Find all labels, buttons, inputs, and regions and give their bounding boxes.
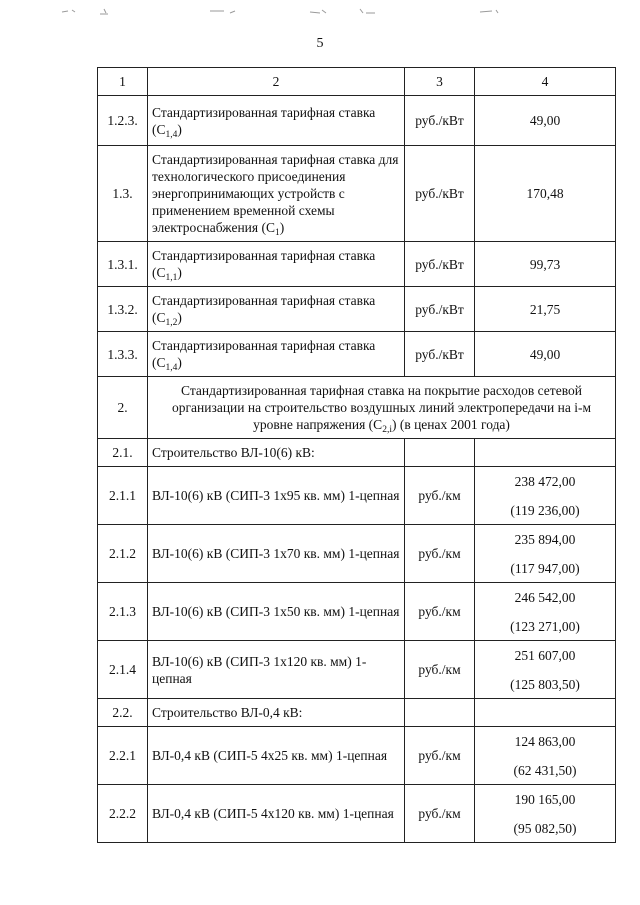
row-number-text: 1.2.3. bbox=[107, 113, 138, 128]
row-description bbox=[148, 699, 405, 727]
row-description bbox=[148, 583, 405, 641]
row-description bbox=[148, 242, 405, 287]
row-name-suffix: ) bbox=[177, 265, 182, 280]
row-number-text: 2.1.3 bbox=[109, 604, 136, 619]
table-row bbox=[98, 377, 616, 439]
row-description bbox=[148, 332, 405, 377]
row-number bbox=[98, 583, 148, 641]
table-row bbox=[98, 641, 616, 699]
row-name-suffix: ) bbox=[177, 355, 182, 370]
row-unit-text: руб./км bbox=[418, 662, 461, 677]
row-number bbox=[98, 332, 148, 377]
table-row bbox=[98, 242, 616, 287]
row-name-subscript: 2,i bbox=[382, 425, 392, 435]
row-unit-text: руб./кВт bbox=[415, 186, 464, 201]
row-value-paren: (125 803,50) bbox=[510, 676, 580, 692]
row-number bbox=[98, 699, 148, 727]
row-unit-text: руб./км bbox=[418, 546, 461, 561]
table-row bbox=[98, 96, 616, 146]
row-number bbox=[98, 242, 148, 287]
table-row bbox=[98, 287, 616, 332]
row-name-text: Стандартизированная тарифная ставка (C bbox=[152, 104, 376, 137]
row-unit bbox=[405, 727, 475, 785]
row-value-text: 49,00 bbox=[529, 346, 561, 362]
row-description bbox=[148, 785, 405, 843]
row-name-subscript: 1,2 bbox=[165, 318, 178, 328]
row-value bbox=[475, 146, 616, 242]
row-number bbox=[98, 146, 148, 242]
row-value bbox=[475, 242, 616, 287]
table-row bbox=[98, 439, 616, 467]
row-unit-text: руб./км bbox=[418, 806, 461, 821]
row-value bbox=[475, 785, 616, 843]
table-row bbox=[98, 467, 616, 525]
row-number bbox=[98, 377, 148, 439]
row-description bbox=[148, 377, 616, 439]
row-description bbox=[148, 727, 405, 785]
row-name-text: Строительство ВЛ-0,4 кВ: bbox=[152, 705, 303, 720]
row-name-text: ВЛ-10(6) кВ (СИП-3 1х95 кв. мм) 1-цепная bbox=[152, 488, 400, 503]
row-unit bbox=[405, 785, 475, 843]
row-number bbox=[98, 727, 148, 785]
row-number-text: 2.1.2 bbox=[109, 546, 136, 561]
row-description bbox=[148, 525, 405, 583]
row-number-text: 2. bbox=[117, 400, 128, 415]
row-name-text: ВЛ-0,4 кВ (СИП-5 4х120 кв. мм) 1-цепная bbox=[152, 806, 394, 821]
row-name-text: Стандартизированная тарифная ставка (C bbox=[152, 338, 376, 370]
row-value-text: 124 863,00 bbox=[514, 733, 576, 749]
row-unit bbox=[405, 439, 475, 467]
row-value bbox=[475, 467, 616, 525]
row-name-text: Стандартизированная тарифная ставка (C bbox=[152, 293, 376, 325]
row-number-text: 1.3.3. bbox=[107, 346, 138, 362]
row-value bbox=[475, 439, 616, 467]
row-unit-text: руб./кВт bbox=[415, 256, 464, 272]
row-name-text: Стандартизированная тарифная ставка (C bbox=[152, 248, 376, 280]
row-value-paren: (119 236,00) bbox=[510, 502, 580, 518]
row-value-text: 190 165,00 bbox=[514, 791, 576, 807]
row-name-subscript: 1,4 bbox=[165, 363, 178, 373]
row-name-suffix: ) bbox=[177, 310, 182, 325]
row-number-text: 1.3. bbox=[112, 186, 133, 201]
row-value-text: 170,48 bbox=[526, 186, 564, 201]
row-name-text: ВЛ-0,4 кВ (СИП-5 4х25 кв. мм) 1-цепная bbox=[152, 748, 388, 763]
row-number-text: 2.1.4 bbox=[109, 662, 136, 677]
row-name-text: Строительство ВЛ-10(6) кВ: bbox=[152, 445, 315, 460]
row-unit bbox=[405, 332, 475, 377]
row-name-suffix: ) bbox=[177, 121, 182, 137]
row-name-subscript: 1,4 bbox=[165, 129, 178, 140]
row-unit-text: руб./км bbox=[418, 748, 461, 763]
row-value-text: 246 542,00 bbox=[514, 589, 576, 605]
row-unit bbox=[405, 525, 475, 583]
row-value-paren: (123 271,00) bbox=[510, 618, 580, 634]
row-name-text: ВЛ-10(6) кВ (СИП-3 1х120 кв. мм) 1-цепная bbox=[152, 653, 367, 686]
row-value-text: 49,00 bbox=[529, 113, 561, 128]
table-row bbox=[98, 525, 616, 583]
row-name-text: Стандартизированная тарифная ставка на покрытие расходов сетевой организации на строительство воздушных линий электропередачи на i-м уровне напряжения (C bbox=[172, 383, 591, 432]
row-name-subscript: 1 bbox=[274, 228, 280, 238]
row-description bbox=[148, 146, 405, 242]
row-value bbox=[475, 641, 616, 699]
table-row bbox=[98, 699, 616, 727]
row-number-text: 1.3.2. bbox=[107, 301, 138, 317]
page-number: 5 bbox=[316, 36, 324, 51]
row-value-text: 21,75 bbox=[529, 301, 561, 317]
table-row bbox=[98, 727, 616, 785]
row-number-text: 2.2.2 bbox=[109, 806, 136, 821]
row-number bbox=[98, 439, 148, 467]
row-name-subscript: 1,1 bbox=[165, 273, 178, 283]
header-col-4: 4 bbox=[475, 68, 616, 96]
row-unit-text: руб./км bbox=[418, 604, 461, 619]
tariff-table bbox=[97, 67, 616, 843]
row-number-text: 2.2. bbox=[112, 705, 133, 720]
row-value-text: 99,73 bbox=[529, 256, 561, 272]
row-description bbox=[148, 439, 405, 467]
row-value bbox=[475, 525, 616, 583]
row-number-text: 1.3.1. bbox=[107, 256, 138, 272]
row-number bbox=[98, 96, 148, 146]
row-value-paren: (62 431,50) bbox=[513, 762, 577, 778]
row-number bbox=[98, 785, 148, 843]
row-description bbox=[148, 287, 405, 332]
row-unit bbox=[405, 146, 475, 242]
row-description bbox=[148, 641, 405, 699]
row-value bbox=[475, 727, 616, 785]
row-name-suffix: ) bbox=[279, 220, 285, 235]
table-header-row bbox=[98, 68, 616, 96]
row-number bbox=[98, 287, 148, 332]
row-value bbox=[475, 583, 616, 641]
row-description bbox=[148, 96, 405, 146]
row-unit bbox=[405, 287, 475, 332]
row-number-text: 2.1. bbox=[112, 445, 133, 460]
row-name-text: ВЛ-10(6) кВ (СИП-3 1х50 кв. мм) 1-цепная bbox=[152, 604, 400, 619]
row-unit bbox=[405, 641, 475, 699]
scan-artifact bbox=[60, 4, 520, 20]
row-unit bbox=[405, 583, 475, 641]
row-unit-text: руб./км bbox=[418, 488, 461, 503]
row-unit-text: руб./кВт bbox=[415, 346, 464, 362]
header-col-1: 1 bbox=[98, 68, 148, 96]
row-name-suffix: ) (в ценах 2001 года) bbox=[391, 417, 510, 432]
row-value-paren: (117 947,00) bbox=[510, 560, 580, 576]
table-row bbox=[98, 583, 616, 641]
row-value bbox=[475, 332, 616, 377]
row-value-text: 235 894,00 bbox=[514, 531, 576, 547]
row-value bbox=[475, 287, 616, 332]
table-row bbox=[98, 332, 616, 377]
table-row bbox=[98, 785, 616, 843]
table-row bbox=[98, 146, 616, 242]
row-value-paren: (95 082,50) bbox=[513, 820, 577, 836]
row-description bbox=[148, 467, 405, 525]
row-number bbox=[98, 467, 148, 525]
row-unit-text: руб./кВт bbox=[415, 301, 464, 317]
row-value bbox=[475, 699, 616, 727]
row-unit bbox=[405, 96, 475, 146]
row-unit bbox=[405, 699, 475, 727]
header-col-3: 3 bbox=[405, 68, 475, 96]
row-unit bbox=[405, 242, 475, 287]
row-number-text: 2.1.1 bbox=[109, 488, 136, 503]
row-number-text: 2.2.1 bbox=[109, 748, 136, 763]
row-number bbox=[98, 525, 148, 583]
header-col-2: 2 bbox=[148, 68, 405, 96]
row-value bbox=[475, 96, 616, 146]
row-value-text: 251 607,00 bbox=[514, 647, 576, 663]
row-unit bbox=[405, 467, 475, 525]
row-name-text: ВЛ-10(6) кВ (СИП-3 1х70 кв. мм) 1-цепная bbox=[152, 546, 400, 561]
row-unit-text: руб./кВт bbox=[415, 113, 464, 128]
row-number bbox=[98, 641, 148, 699]
row-value-text: 238 472,00 bbox=[514, 473, 576, 489]
row-name-text: Стандартизированная тарифная ставка для технологического присоединения энергопринимающих устройств с применением временной схемы электроснабжения (C bbox=[152, 152, 399, 235]
